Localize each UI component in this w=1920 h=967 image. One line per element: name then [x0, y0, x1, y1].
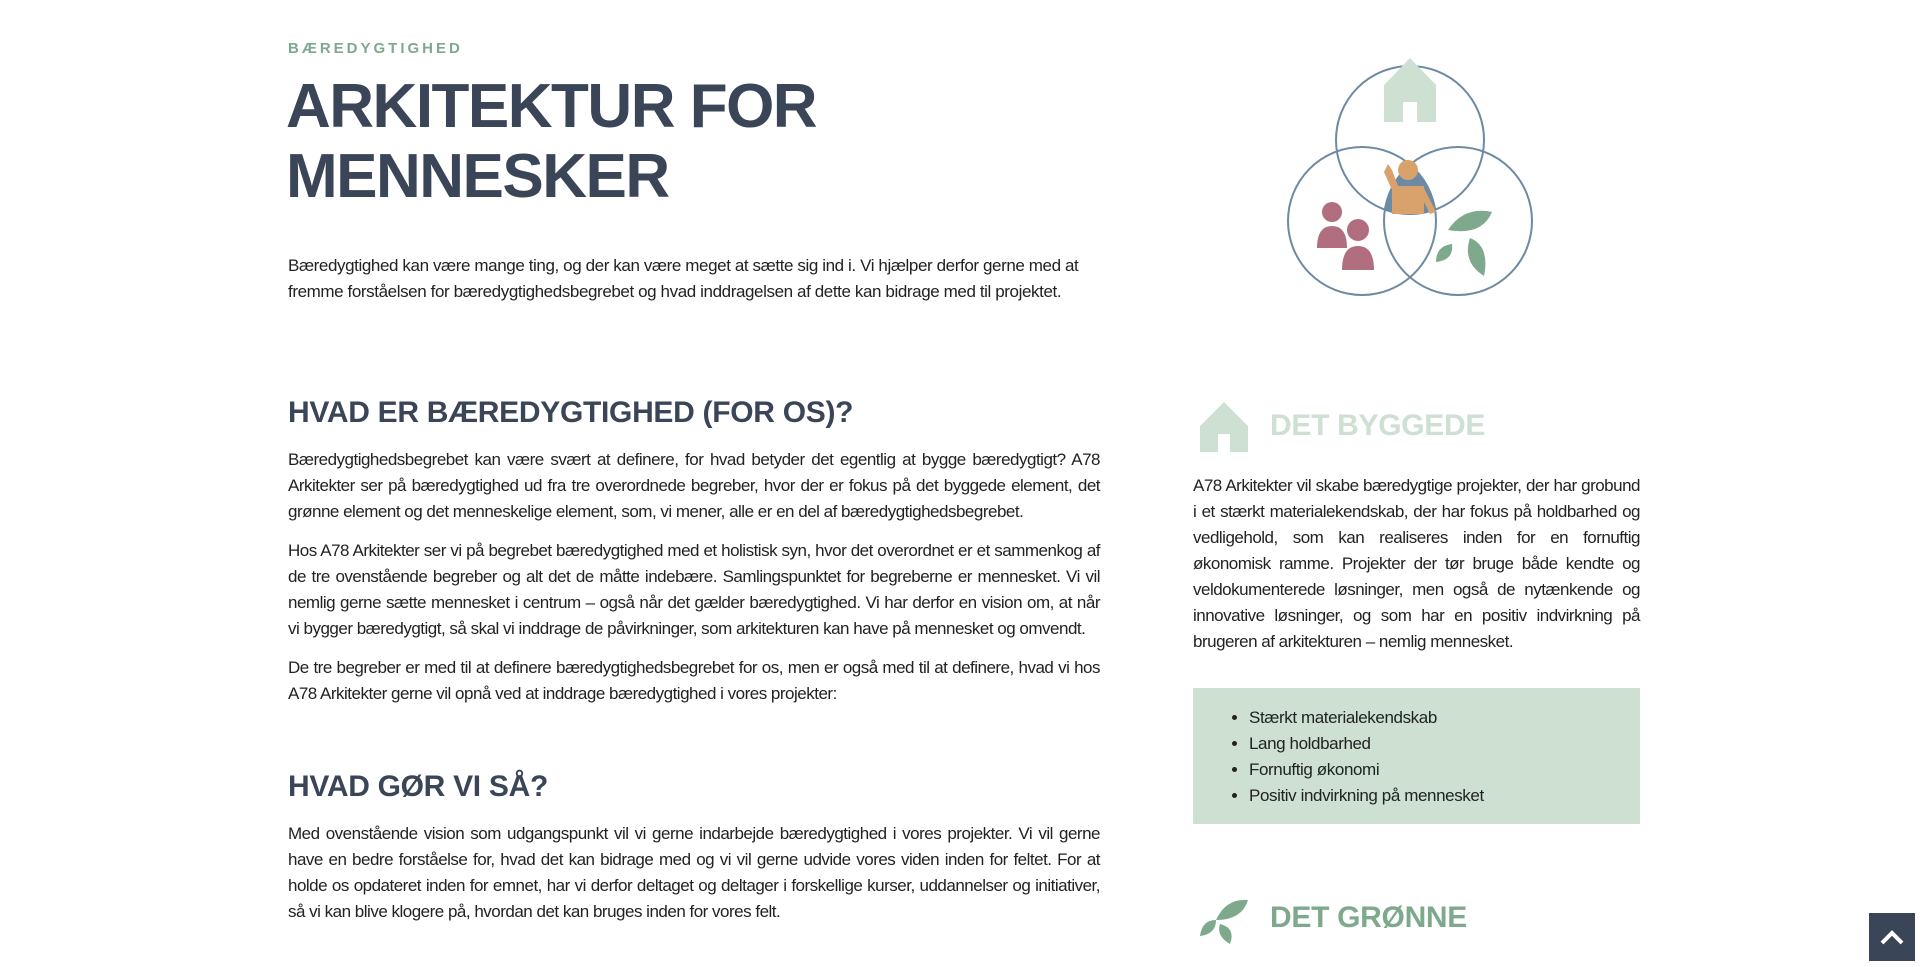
house-icon	[1196, 398, 1252, 454]
pillar-built-header	[1196, 398, 1485, 454]
page-title	[286, 72, 816, 212]
people-icon	[1317, 202, 1374, 270]
bullet-item: • Stærkt materialekendskab	[1249, 705, 1640, 731]
intro-text: Bæredygtighed kan være mange ting, og der kan være meget at sætte sig ind i. Vi hjælper derfor gerne med at fremme forståelsen for bæredygtighedsbegrebet og hvad inddragelsen af dette kan bidrage med til projektet.	[288, 256, 1079, 301]
leaves-icon	[1196, 890, 1252, 946]
kicker-label: BÆREDYGTIGHED	[288, 40, 463, 57]
section-paragraph: Hos A78 Arkitekter ser vi på begrebet bæredygtighed med et holistisk syn, hvor det overordnet er et sammenkog af de tre ovenstående begreber og alt det de måtte indebære. Samlingspunktet for begreberne er mennesket. Vi vil nemlig gerne sætte mennesket i centrum – også når det gælder bæredygtighed. Vi har derfor en vision om, at når vi bygger bæredygtigt, så skal vi inddrage de påvirkninger, som arkitekturen kan have på mennesket og omvendt.	[288, 541, 1100, 638]
page-title-line-1: ARKITEKTUR FOR	[286, 72, 817, 141]
section-heading: HVAD ER BÆREDYGTIGHED (FOR OS)?	[288, 396, 854, 429]
scroll-to-top-button[interactable]	[1869, 913, 1915, 961]
section-heading: HVAD GØR VI SÅ?	[288, 770, 548, 803]
bullet-item: • Fornuftig økonomi	[1249, 757, 1640, 783]
sustainability-venn-diagram	[1260, 40, 1560, 320]
pillar-built-heading: DET BYGGEDE	[1270, 409, 1486, 442]
leaves-icon	[1436, 211, 1492, 276]
chevron-up-icon	[1879, 928, 1905, 946]
section-paragraph: Med ovenstående vision som udgangspunkt vil vi gerne indarbejde bæredygtighed i vores projekter. Vi vil gerne have en bedre forståelse for, hvad det kan bidrage med og vi vil gerne udvide vores viden inden for feltet. For at holde os opdateret inden for emnet, har vi derfor deltaget og deltager i forskellige kurser, uddannelser og initiativer, så vi kan blive klogere på, hvordan det kan bruges inden for vores felt.	[288, 824, 1100, 921]
section-paragraph: De tre begreber er med til at definere bæredygtighedsbegrebet for os, men er også med til at definere, hvad vi hos A78 Arkitekter gerne vil opnå ved at inddrage bæredygtighed i vores projekter:	[288, 658, 1100, 703]
pillar-green-header	[1196, 890, 1467, 946]
bullet-item: • Lang holdbarhed	[1249, 731, 1640, 757]
section-what-do-we-do	[288, 769, 1100, 938]
bullet-item: • Positiv indvirkning på mennesket	[1249, 783, 1640, 809]
pillar-built-text: A78 Arkitekter vil skabe bæredygtige projekter, der har grobund i et stærkt materialekendskab, der har fokus på holdbarhed og vedligehold, som kan realiseres inden for en fornuftig økonomisk ramme. Projekter der tør bruge både kendte og veldokumenterede løsninger, men også de nytænkende og innovative løsninger, og som har en positiv indvirkning på brugeren af arkitekturen – nemlig mennesket.	[1193, 476, 1640, 651]
pillar-green-heading: DET GRØNNE	[1270, 901, 1468, 934]
section-paragraph: Bæredygtighedsbegrebet kan være svært at definere, for hvad betyder det egentlig at bygge bæredygtigt? A78 Arkitekter ser på bæredygtighed ud fra tre overordnede begreber, hvor der er fokus på det byggede element, det grønne element og det menneskelige element, som, vi mener, alle er en del af bæredygtighedsbegrebet.	[288, 450, 1100, 521]
page-title-line-2: MENNESKER	[286, 142, 669, 211]
section-what-is-sustainability	[288, 395, 1100, 720]
pillar-built-bullets	[1193, 688, 1640, 824]
